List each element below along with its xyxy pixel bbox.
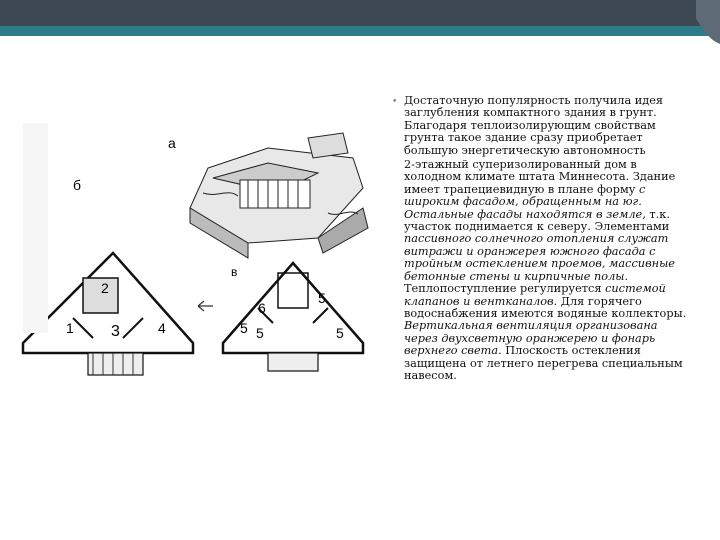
room-number: 6	[258, 300, 266, 316]
text-segment: Теплопоступление регулируется	[404, 282, 606, 296]
label-b: б	[73, 177, 82, 193]
slide-header-bar	[0, 0, 720, 26]
room-number: 5	[256, 325, 264, 341]
text-italic-segment: пассивного солнечного отопления служат витражи и оранжерея южного фасада с тройным остеклением проемов, массивные бетонные стены и кирпичные полы.	[404, 232, 675, 283]
room-number: 4	[158, 320, 166, 336]
paragraph-description	[404, 159, 692, 382]
label-v: в	[231, 265, 238, 279]
room-number: 5	[336, 325, 344, 341]
paragraph-intro: Достаточную популярность получила идея заглубления компактного здания в грунт. Благодаря теплоизолирующим свойствам грунта такое здание сразу приобретает большую энергетическую автономность	[404, 94, 664, 157]
text-segment: Плоскость остекления защищена от летнего перегрева специальным навесом.	[404, 344, 683, 382]
text-italic-segment: Вертикальная вентиляция организована через двухсветную оранжерею и фонарь верхнего света.	[404, 319, 658, 358]
slide-corner-decoration	[696, 0, 720, 44]
slide-header-band	[0, 26, 720, 36]
left-margin-strip	[23, 123, 48, 333]
room-number: 2	[101, 280, 109, 296]
double-arrow-left-icon	[198, 301, 213, 311]
text-segment: Для горячего водоснабжения имеются водяные коллекторы.	[404, 294, 687, 320]
floor-plan-right	[223, 263, 363, 371]
room-number: 1	[66, 320, 74, 336]
room-number: 5	[318, 290, 326, 306]
room-number: 5	[240, 320, 248, 336]
bullet-icon: •	[392, 97, 398, 107]
perspective-sketch	[190, 133, 368, 258]
floor-plan-left	[23, 118, 193, 375]
label-a: а	[168, 135, 176, 151]
text-segment: 2-этажный суперизолированный дом в холодном климате штата Миннесота. Здание имеет трапециевидную в плане форму	[404, 158, 676, 196]
text-italic-segment: с широким фасадом, обращенным на юг. Остальные фасады находятся в земле,	[404, 182, 646, 221]
slide-text	[392, 95, 692, 382]
text-italic-segment: системой клапанов и вентканалов.	[404, 282, 666, 308]
house-drawing-figure	[18, 118, 378, 393]
bullet-paragraph	[392, 95, 692, 157]
room-number: 3	[111, 323, 120, 340]
text-segment: т.к. участок поднимается к северу. Элементами	[404, 207, 670, 234]
